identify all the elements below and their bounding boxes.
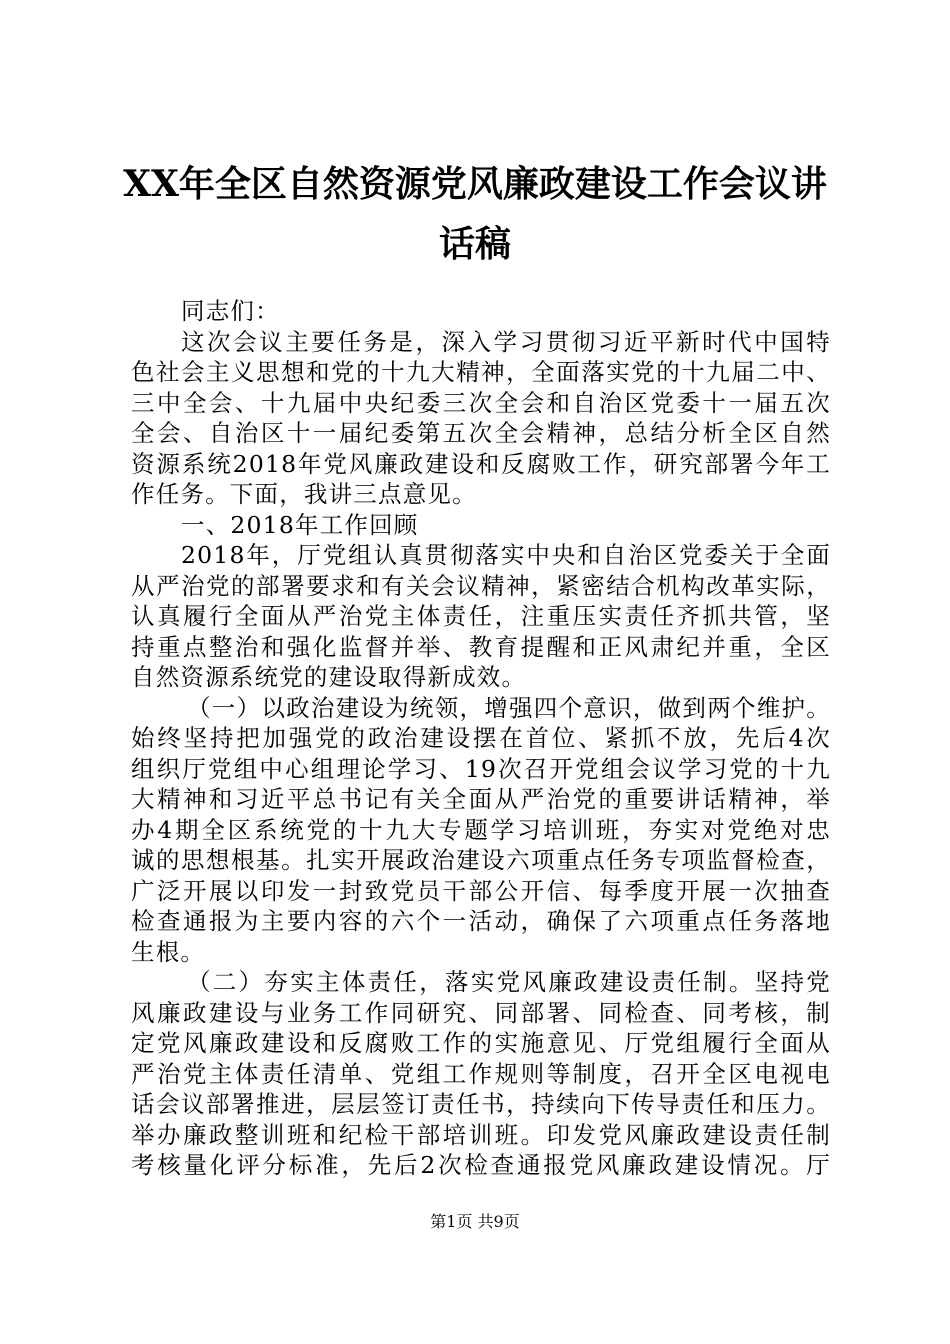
body-line: 色社会主义思想和党的十九大精神，全面落实党的十九届二中、 (131, 358, 831, 386)
body-line: 资源系统2018年党风廉政建设和反腐败工作，研究部署今年工 (131, 449, 831, 478)
body-line: 话会议部署推进，层层签订责任书，持续向下传导责任和压力。 (131, 1090, 831, 1118)
body-line: （二）夯实主体责任，落实党风廉政建设责任制。坚持党 (187, 968, 831, 996)
body-line: 严治党主体责任清单、党组工作规则等制度，召开全区电视电 (131, 1059, 831, 1088)
body-line: 同志们： (181, 297, 280, 325)
body-line: 一、2018年工作回顾 (181, 510, 419, 539)
body-line: 风廉政建设与业务工作同研究、同部署、同检查、同考核，制 (131, 998, 831, 1027)
body-line: 举办廉政整训班和纪检干部培训班。印发党风廉政建设责任制 (131, 1120, 831, 1149)
document-title-line-2: 话稿 (438, 223, 511, 265)
body-line: 认真履行全面从严治党主体责任，注重压实责任齐抓共管，坚 (131, 602, 831, 630)
body-line: 自然资源系统党的建设取得新成效。 (131, 663, 527, 691)
body-line: 生根。 (131, 937, 206, 966)
body-line: 诚的思想根基。扎实开展政治建设六项重点任务专项监督检查， (131, 846, 831, 874)
body-line: 这次会议主要任务是，深入学习贯彻习近平新时代中国特 (181, 327, 831, 356)
body-line: （一）以政治建设为统领，增强四个意识，做到两个维护。 (187, 693, 831, 722)
body-line: 办4期全区系统党的十九大专题学习培训班，夯实对党绝对忠 (131, 815, 831, 844)
body-line: 组织厅党组中心组理论学习、19次召开党组会议学习党的十九 (131, 754, 831, 783)
body-line: 作任务。下面，我讲三点意见。 (131, 480, 477, 508)
body-line: 始终坚持把加强党的政治建设摆在首位、紧抓不放，先后4次 (131, 724, 831, 752)
body-line: 2018年，厅党组认真贯彻落实中央和自治区党委关于全面 (181, 541, 831, 569)
body-line: 检查通报为主要内容的六个一活动，确保了六项重点任务落地 (131, 907, 831, 935)
body-line: 大精神和习近平总书记有关全面从严治党的重要讲话精神，举 (131, 785, 831, 813)
body-line: 全会、自治区十一届纪委第五次全会精神，总结分析全区自然 (131, 419, 831, 447)
body-line: 持重点整治和强化监督并举、教育提醒和正风肃纪并重，全区 (131, 632, 831, 661)
page-footer: 第1页 共9页 (430, 1212, 520, 1231)
document-body (131, 296, 831, 1181)
body-line: 定党风廉政建设和反腐败工作的实施意见、厅党组履行全面从 (131, 1029, 831, 1057)
body-line: 广泛开展以印发一封致党员干部公开信、每季度开展一次抽查 (131, 876, 831, 905)
body-line: 考核量化评分标准，先后2次检查通报党风廉政建设情况。厅 (131, 1151, 831, 1179)
body-line: 三中全会、十九届中央纪委三次全会和自治区党委十一届五次 (131, 388, 831, 417)
body-line: 从严治党的部署要求和有关会议精神，紧密结合机构改革实际， (131, 571, 831, 600)
document-title-line-1: XX年全区自然资源党风廉政建设工作会议讲 (123, 163, 827, 205)
